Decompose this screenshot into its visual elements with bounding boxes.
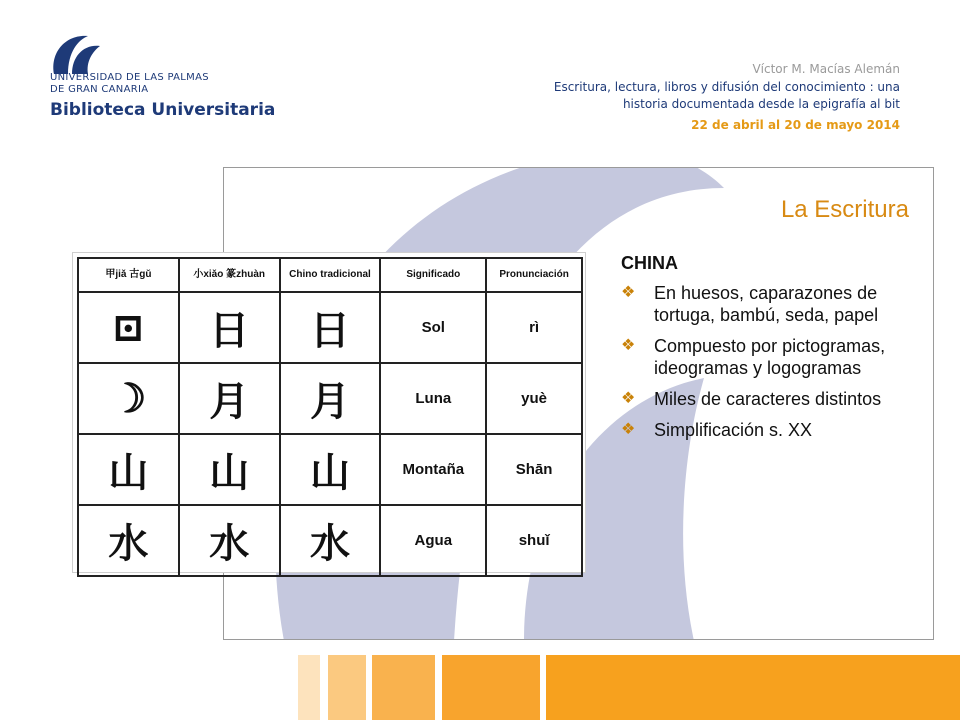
header-jiagu: 甲jiǎ 古gǔ xyxy=(78,258,179,292)
header-meaning: Significado xyxy=(380,258,486,292)
jiagu-glyph: 水 xyxy=(78,505,179,576)
diamond-bullet-icon: ❖ xyxy=(621,337,636,354)
bullet-list xyxy=(621,282,911,450)
diamond-bullet-icon: ❖ xyxy=(621,390,636,407)
meaning-cell: Luna xyxy=(380,363,486,434)
bullet-item xyxy=(621,335,911,379)
header-dates: 22 de abril al 20 de mayo 2014 xyxy=(691,118,900,132)
diamond-bullet-icon: ❖ xyxy=(621,284,636,301)
slide-title: La Escritura xyxy=(780,196,909,223)
table-row xyxy=(78,363,582,434)
table-row xyxy=(78,505,582,576)
header-zhuan: 小xiǎo 篆zhuàn xyxy=(179,258,280,292)
library-name: Biblioteca Universitaria xyxy=(50,100,276,120)
zhuan-glyph: 月 xyxy=(179,363,280,434)
university-name-line2: DE GRAN CANARIA xyxy=(50,84,149,95)
traditional-glyph: 山 xyxy=(280,434,381,505)
section-label: CHINA xyxy=(621,253,678,273)
decorative-bar xyxy=(546,655,960,720)
bullet-text: En huesos, caparazones de tortuga, bambú, seda, papel xyxy=(654,283,879,325)
chinese-characters-table xyxy=(72,252,586,573)
jiagu-glyph: 山 xyxy=(78,434,179,505)
header-pronunciation: Pronunciación xyxy=(486,258,582,292)
zhuan-glyph: 山 xyxy=(179,434,280,505)
header-author: Víctor M. Macías Alemán xyxy=(752,62,900,76)
decorative-bar xyxy=(442,655,540,720)
zhuan-glyph: 水 xyxy=(179,505,280,576)
bullet-item xyxy=(621,419,911,441)
traditional-glyph: 日 xyxy=(280,292,381,363)
bullet-item xyxy=(621,282,911,326)
bullet-item xyxy=(621,388,911,410)
traditional-glyph: 水 xyxy=(280,505,381,576)
table-row xyxy=(78,434,582,505)
header-traditional: Chino tradicional xyxy=(280,258,381,292)
table-header-row xyxy=(78,258,582,292)
jiagu-glyph: ⊡ xyxy=(78,292,179,363)
bullet-text: Simplificación s. XX xyxy=(654,420,813,440)
header-title-line2: historia documentada desde la epigrafía al bit xyxy=(622,97,900,111)
header-title-line1: Escritura, lectura, libros y difusión del conocimiento : una xyxy=(553,80,900,94)
meaning-cell: Sol xyxy=(380,292,486,363)
zhuan-glyph: 日 xyxy=(179,292,280,363)
pronunciation-cell: rì xyxy=(486,292,582,363)
decorative-bar xyxy=(298,655,320,720)
university-name-line1: UNIVERSIDAD DE LAS PALMAS xyxy=(50,72,209,83)
pronunciation-cell: shuǐ xyxy=(486,505,582,576)
pronunciation-cell: Shān xyxy=(486,434,582,505)
bullet-text: Compuesto por pictogramas, ideogramas y logogramas xyxy=(654,336,886,378)
decorative-bar xyxy=(372,655,435,720)
meaning-cell: Agua xyxy=(380,505,486,576)
diamond-bullet-icon: ❖ xyxy=(621,421,636,438)
bullet-text: Miles de caracteres distintos xyxy=(654,389,882,409)
decorative-bar xyxy=(328,655,366,720)
table-row xyxy=(78,292,582,363)
pronunciation-cell: yuè xyxy=(486,363,582,434)
meaning-cell: Montaña xyxy=(380,434,486,505)
jiagu-glyph: ☽ xyxy=(78,363,179,434)
university-logo-icon xyxy=(48,30,108,76)
traditional-glyph: 月 xyxy=(280,363,381,434)
characters-table xyxy=(77,257,583,577)
